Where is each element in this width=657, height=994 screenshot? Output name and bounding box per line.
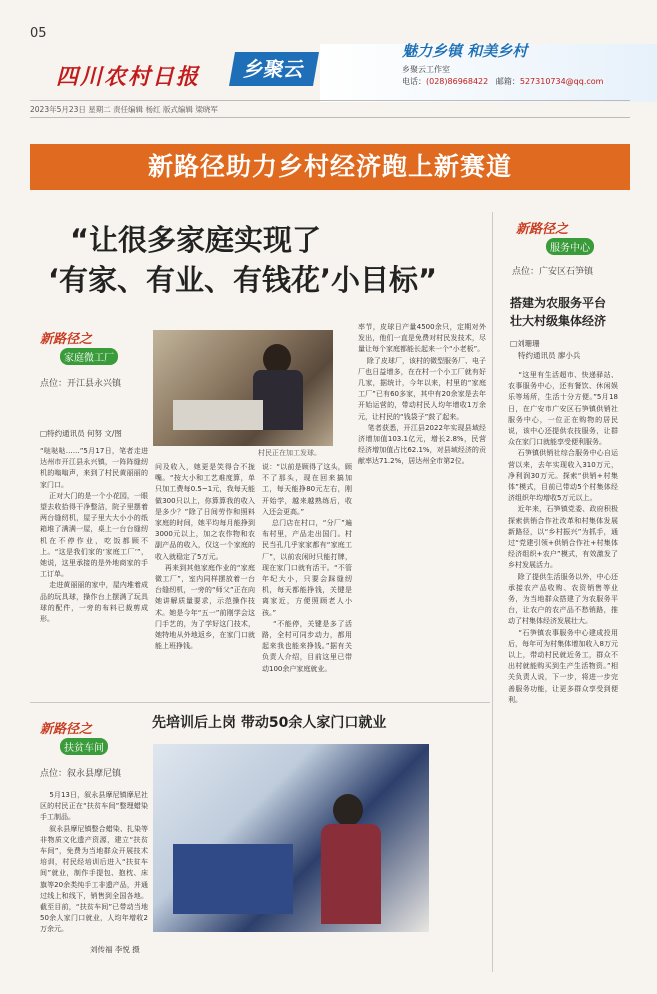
phone-label: 电话： [402, 77, 426, 86]
service-byline-2: 特约通讯员 廖小兵 [518, 351, 581, 360]
service-headline-line2: 壮大村级集体经济 [510, 314, 607, 328]
page-number: 05 [30, 26, 47, 41]
section-title-service: 新路径之 [516, 222, 569, 237]
article-column-1: “哒哒哒……”5月17日，笔者走进达州市开江县永兴镇，一阵阵缝纫机的嗡嗡声，来到了村民黄丽丽的家门口。 正对大门的是一个小花园，一眼望去收拾得干净整洁，院子里摆着两台缝纫机，屋子里大大小小的纸箱堆了满满一屋，桌上一台台缝纫机在不停作业，吃饭都顾不上。“这是我们家的‘家庭工厂’”，她说，这里承接的是外地商家的手工订单。 走进黄丽丽的家中，屋内堆着成品的玩具球，操作台上摆满了玩具球的配件，一旁的布料已裁剪成形。 [40, 447, 148, 624]
service-byline-1: □刘珊珊 [510, 339, 540, 348]
phone-number: (028)86968422 [426, 77, 489, 86]
article-column-3: 说：“以前是顾得了这头，顾不了那头，现在回来搞加工，每天能挣80元左右，刚开始学，越来越熟练后，收入还会更高。” 总门店在村口，“分厂”遍布村里，产品走出国门。村民当孔几乎家家都有“家庭工厂”，以前农闲时只能打牌，现在家门口就有活干。“不管年纪大小，只要会踩缝纫机，每天都能挣钱，关键是离家近，方便照顾老人小孩。” “不能停，关键是多了活路，全村可同步动力，都用起来我也能来挣钱。”据有关负责人介绍，目前这里已带动100余户家庭就业。 [262, 463, 352, 673]
main-headline-line1: “让很多家庭实现了 [70, 223, 322, 257]
workshop-crafts-photo [153, 744, 429, 932]
section-divider [30, 702, 490, 703]
section-title-poverty: 新路径之 [40, 722, 93, 737]
header-slogan: 魅力乡镇 和美乡村 [402, 42, 528, 60]
byline-family: □特约通讯员 何努 文/图 [40, 429, 122, 438]
photo-caption-workshop: 村民正在加工发球。 [258, 449, 321, 457]
dateline: 2023年5月23日 星期二 责任编辑 杨红 版式编辑 梁晓军 [30, 105, 218, 114]
banner-title: 新路径助力乡村经济跑上新赛道 [30, 144, 630, 190]
contact-line [402, 76, 603, 87]
section-pill-service: 服务中心 [546, 238, 594, 255]
poverty-body: 5月13日，叙永县摩尼镇摩尼社区的村民正在“扶贫车间”整理蜡染手工制品。 叙永县摩尼镇整合蜡染、扎染等非物质文化遗产资源，建立“扶贫车间”，免费为当地群众开展技术培训，村民经培训后进入“扶贫车间”就业，制作手提包、抱枕、床旗等20余类纯手工非遗产品，并通过线上和线下，销售到全国各地。截至目前，“扶贫车间”已带动当地50余人家门口就业，人均年增收2万余元。 [40, 791, 148, 934]
service-body: “这里有生活超市、快递驿站、农事服务中心，还有餐饮、休闲娱乐等场所，生活十分方便。”5月18日，在广安市广安区石笋镇供销社服务中心，一位正在购物的居民说，该中心还提供农技服务，让群众在家门口就能享受便利服务。 石笋镇供销社综合服务中心自运营以来，去年实现收入310万元，净利润30万元。探索“供销+村集体”模式，目前已带动5个村集体经济组织年均增收5万元以上。 近年来，石笋镇党委、政府积极探索供销合作社改革和村集体发展新路径，以“乡村振兴”为抓手，通过“党建引领+供销合作社+村集体经济组织+农户”模式，有效激发了乡村发展活力。 除了提供生活服务以外，中心还承接农产品收购、农资销售等业务，为当地群众搭建了为农服务平台，让农户的农产品不愁销路，推动了村集体经济发展壮大。 “石笋镇农事服务中心建成投用后，每年可为村集体增加收入8万元以上，带动村民就近务工，群众不出村就能购买到生产生活物资。”相关负责人说，下一步，将进一步完善服务功能，让更多群众享受到便利。 [508, 371, 618, 704]
workshop-photo [153, 330, 333, 446]
email-address: 527310734@qq.com [519, 77, 604, 86]
main-headline-line2: ‘有家、有业、有钱花’小目标” [48, 263, 438, 297]
studio-name: 乡聚云工作室 [402, 65, 450, 74]
column-badge: 乡聚云 [229, 52, 319, 86]
service-headline-line1: 搭建为农服务平台 [510, 296, 607, 310]
section-pill-poverty: 扶贫车间 [60, 738, 108, 755]
email-label: 邮箱： [495, 77, 520, 86]
section-place-poverty: 点位：叙永县摩尼镇 [40, 769, 122, 779]
photo-credit-poverty: 刘传福 李悦 摄 [90, 945, 140, 954]
poverty-subheadline: 先培训后上岗 带动50余人家门口就业 [152, 715, 387, 731]
header-rule [30, 100, 630, 101]
section-place-service: 点位：广安区石笋镇 [512, 267, 594, 277]
paper-logo: 四川农村日报 [56, 65, 201, 90]
section-place-family: 点位：开江县永兴镇 [40, 379, 122, 389]
column-divider [492, 212, 493, 972]
section-title-family: 新路径之 [40, 332, 93, 347]
section-pill-family: 家庭微工厂 [60, 348, 118, 365]
dateline-rule [30, 117, 630, 118]
article-column-2: 问及收入，她更是笑得合不拢嘴。“按大小和工艺难度算，单只加工费每0.5~1元，我每天能做300只以上，你算算我的收入是多少？”除了日间劳作和照料家庭的时间，她平均每月能挣到3000元以上，加之农作物和农副产品的收入，仅这一个家庭的收入就稳定了5万元。 再来到其他家庭作业的“家庭微工厂”，室内同样摆放着一台台缝纫机，一旁的“师父”正在向她讲解质量要求，示范操作技术。她是今年“五一”前刚学会这门手艺的，为了学好这门技术，她特地从外地返乡，在家门口就能上班挣钱。 [155, 463, 255, 651]
article-column-4: 率节，皮球日产量4500余只，定期对外发出，他们一直是免费对村民发技术，尽量让每个家庭都能长起来一个“小老板”。 除了皮球厂，该村的微型服务厂、电子厂也日益增多，在在村一个小工厂就有好几家，据统计，今年以来，村里的“家庭工厂”已有60多家，其中有20余家是去年开始运营的，带动村民人均年增收1万余元，让村民的“钱袋子”鼓了起来。 笔者获悉，开江县2022年实现县域经济增加值103.1亿元，增长2.8%，民营经济增加值占比62.1%，对县域经济的贡献率达71.2%，居达州全市第2位。 [358, 323, 486, 466]
